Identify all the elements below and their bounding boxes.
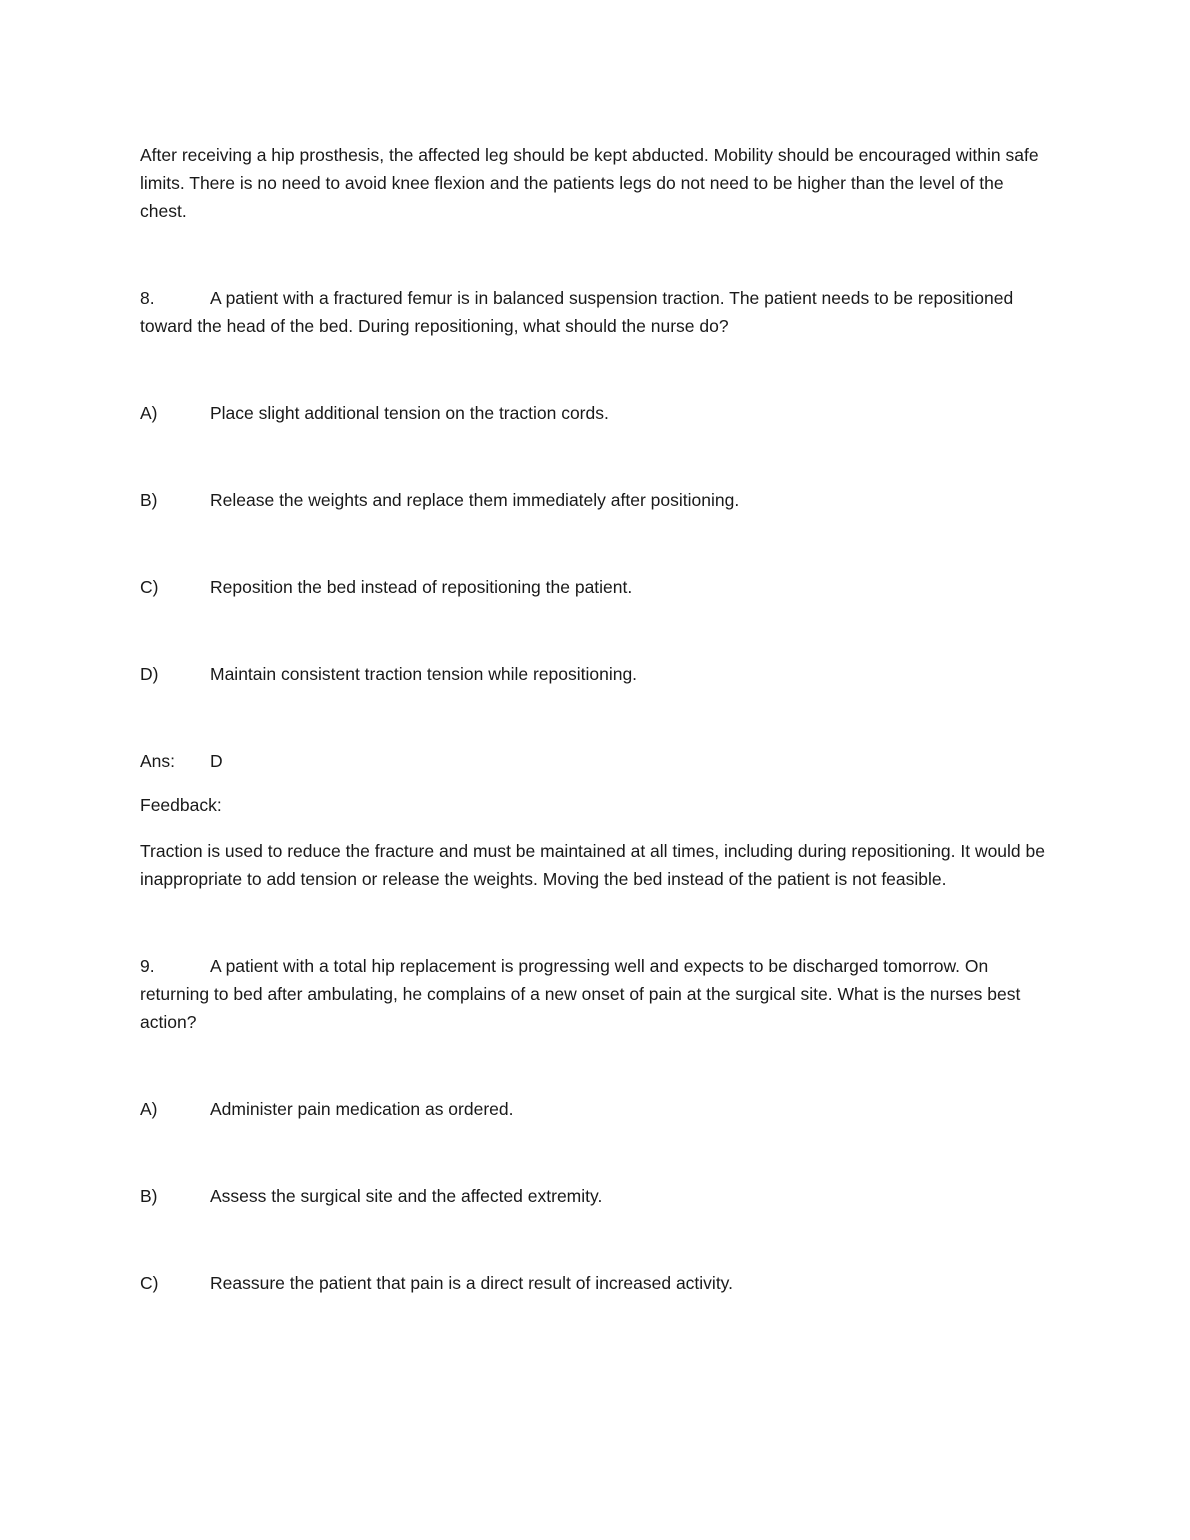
option-letter: D) (140, 664, 159, 684)
option-text: Reposition the bed instead of repositioning the patient. (210, 577, 633, 597)
question-9-option-c (140, 1269, 1050, 1297)
question-8-option-d (140, 660, 1050, 688)
option-text: Maintain consistent traction tension while repositioning. (210, 664, 638, 684)
option-letter: B) (140, 1186, 158, 1206)
question-8-text: A patient with a fractured femur is in balanced suspension traction. The patient needs to be repositioned toward the head of the bed. During repositioning, what should the nurse do? (140, 288, 1014, 336)
question-9 (140, 952, 1050, 1036)
option-text: Release the weights and replace them immediately after positioning. (210, 490, 740, 510)
option-text: Place slight additional tension on the traction cords. (210, 403, 609, 423)
option-letter: A) (140, 1099, 158, 1119)
option-letter: C) (140, 1273, 159, 1293)
question-8-option-b (140, 486, 1050, 514)
question-8-option-a (140, 399, 1050, 427)
answer-value: D (210, 751, 223, 771)
question-9-option-b (140, 1182, 1050, 1210)
question-8-feedback-label: Feedback: (140, 795, 222, 815)
option-letter: B) (140, 490, 158, 510)
question-8-answer-line (140, 747, 1050, 775)
answer-label: Ans: (140, 751, 176, 771)
previous-question-feedback-paragraph: After receiving a hip prosthesis, the affected leg should be kept abducted. Mobility should be encouraged within safe limits. There is no need to avoid knee flexion and the patients legs do not need to be higher than the level of the chest. (140, 145, 1039, 221)
question-9-text: A patient with a total hip replacement is progressing well and expects to be discharged tomorrow. On returning to bed after ambulating, he complains of a new onset of pain at the surgical site. What is the nurses best action? (140, 956, 1021, 1032)
question-9-number: 9. (140, 956, 155, 976)
option-letter: A) (140, 403, 158, 423)
question-8-number: 8. (140, 288, 155, 308)
question-9-option-a (140, 1095, 1050, 1123)
option-text: Assess the surgical site and the affected extremity. (210, 1186, 603, 1206)
option-letter: C) (140, 577, 159, 597)
option-text: Reassure the patient that pain is a direct result of increased activity. (210, 1273, 734, 1293)
question-8-option-c (140, 573, 1050, 601)
question-8-feedback-paragraph: Traction is used to reduce the fracture and must be maintained at all times, including during repositioning. It would be inappropriate to add tension or release the weights. Moving the bed instead of the patient is not feasible. (140, 841, 1045, 889)
option-text: Administer pain medication as ordered. (210, 1099, 514, 1119)
question-8 (140, 284, 1050, 340)
